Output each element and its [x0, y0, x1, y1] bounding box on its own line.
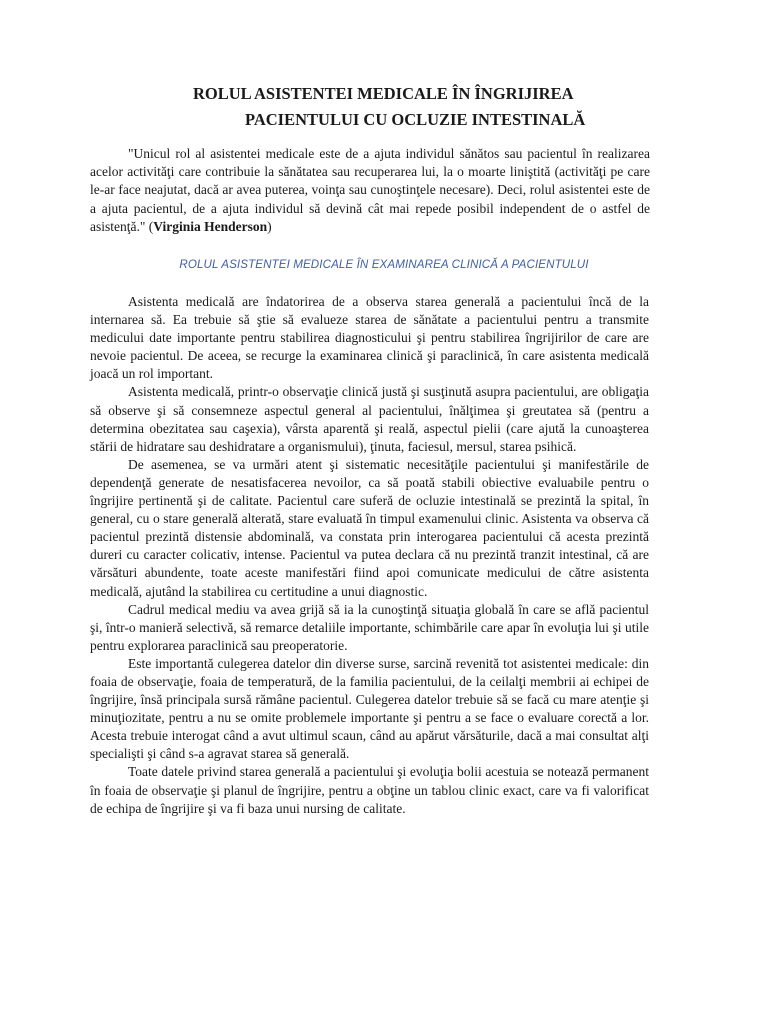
- body-paragraph-1: Asistenta medicală are îndatorirea de a observa starea generală a pacientului încă de la internarea să. Ea trebuie să ştie să evalueze starea de sănătate a pacientului pentru a transmite medicului date importante pentru stabilirea diagnosticului şi pentru stabilirea îngrijirilor de care are nevoie pacientul. De aceea, se recurge la examinarea clinică şi paraclinică, în care asistenta medicală joacă un rol important.: [90, 294, 649, 382]
- body-paragraph-2: Asistenta medicală, printr-o observaţie clinică justă şi susţinută asupra pacientului, are obligaţia să observe şi să consemneze aspectul general al pacientului, înălţimea şi greutatea să (pentru a determina obezitatea sau caşexia), vârsta aparentă şi reală, aspectul pielii (care ajută la cunoaşterea stării de hidratare sau deshidratare a organismului), ţinuta, faciesul, mersul, starea psihică.: [90, 384, 649, 454]
- body-paragraph-3: De asemenea, se va urmări atent şi sistematic necesităţile pacientului şi manifestările de dependenţă generate de nesatisfacerea nevoilor, ca să poată stabili obiective evaluabile pentru o îngrijire pertinentă şi de calitate. Pacientul care suferă de ocluzie intestinală se prezintă la spital, în general, cu o stare generală alterată, stare evaluată în timpul examenului clinic. Asistenta va observa că pacientul prezintă distensie abdominală, va constata prin interogarea pacientului că acesta prezintă dureri cu caracter colicativ, intense. Pacientul va putea declara că nu prezintă tranzit intestinal, că are vărsături abundente, toate aceste manifestări fiind apoi comunicate medicului de către asistenta medicală, ajutând la stabilirea cu certitudine a unui diagnostic.: [90, 456, 649, 599]
- section-heading: ROLUL ASISTENTEI MEDICALE ÎN EXAMINAREA CLINICĂ A PACIENTULUI: [179, 258, 589, 271]
- document-title-line2: PACIENTULUI CU OCLUZIE INTESTINALĂ: [245, 110, 586, 129]
- body-paragraph-6: Toate datele privind starea generală a pacientului şi evoluţia bolii acestuia se notează permanent în foaia de observaţie şi planul de îngrijire, pentru a obţine un tablou clinic exact, care va fi valorificat de echipa de îngrijire şi va fi baza unui nursing de calitate.: [90, 764, 649, 816]
- quote-author: Virginia Henderson: [153, 218, 268, 234]
- body-text: [90, 293, 649, 818]
- opening-quote: [90, 145, 650, 236]
- quote-close: ): [267, 218, 272, 234]
- quote-text: "Unicul rol al asistentei medicale este de a ajuta individul sănătos sau pacientul în realizarea acelor activităţi care contribuie la sănătatea sau recuperarea lui, la o moarte liniştită (activităţi pe care le-ar face neajutat, dacă ar avea puterea, voinţa sau cunoştinţele necesare). Deci, rolul asistentei este de a ajuta pacientul, de a ajuta individul să devină cât mai repede posibil independent de o astfel de asistenţă." (: [90, 146, 650, 234]
- document-title-line1: ROLUL ASISTENTEI MEDICALE ÎN ÎNGRIJIREA: [193, 84, 574, 103]
- quote-paragraph: [90, 145, 650, 236]
- body-paragraph-5: Este importantă culegerea datelor din diverse surse, sarcină revenită tot asistentei medicale: din foaia de observaţie, foaia de temperatură, de la familia pacientului, de la ceilalţi membrii ai echipei de îngrijire, însă principala sursă rămâne pacientul. Culegerea datelor trebuie să se facă cu mare atenţie şi minuţiozitate, pentru a nu se omite problemele importante şi pentru a se face o evaluare corectă a lor. Acesta trebuie interogat când a avut ultimul scaun, când au apărut vărsăturile, dacă a mai consultat alţi specialişti şi când s-a agravat starea să generală.: [90, 655, 649, 762]
- body-paragraph-4: Cadrul medical mediu va avea grijă să ia la cunoştinţă situaţia globală în care se află pacientul şi, într-o manieră selectivă, să remarce detaliile importante, schimbările care apar în evoluţia lui şi utile pentru explorarea paraclinică sau preoperatorie.: [90, 601, 649, 653]
